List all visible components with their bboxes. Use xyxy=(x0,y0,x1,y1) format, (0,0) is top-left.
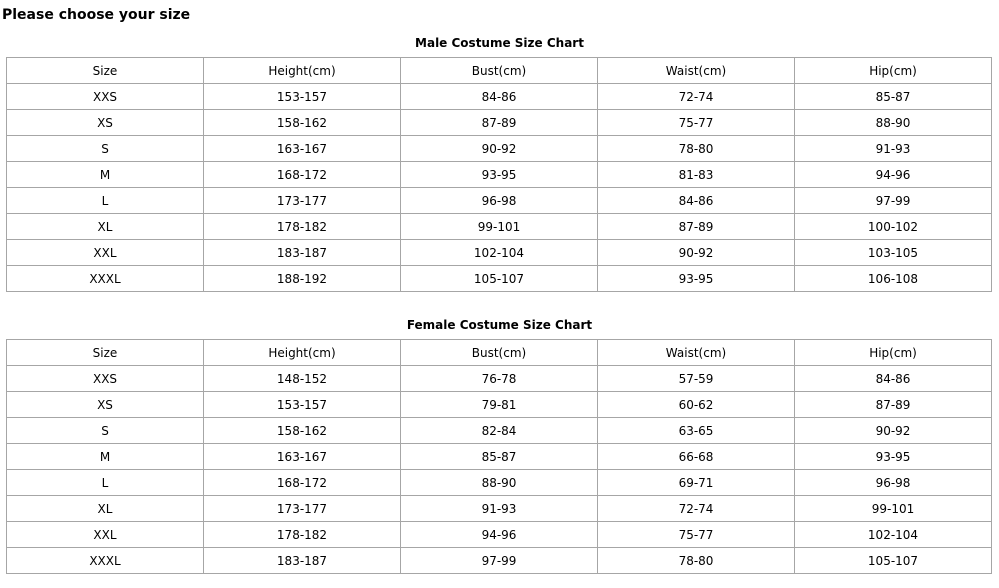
bust-cell: 94-96 xyxy=(401,522,598,548)
height-cell: 188-192 xyxy=(204,266,401,292)
size-cell: L xyxy=(7,188,204,214)
female-chart-title: Female Costume Size Chart xyxy=(406,318,593,332)
height-cell: 148-152 xyxy=(204,366,401,392)
column-header-size: Size xyxy=(7,340,204,366)
height-cell: 163-167 xyxy=(204,444,401,470)
bust-cell: 91-93 xyxy=(401,496,598,522)
height-cell: 173-177 xyxy=(204,188,401,214)
hip-cell: 105-107 xyxy=(795,548,992,574)
bust-cell: 88-90 xyxy=(401,470,598,496)
height-cell: 178-182 xyxy=(204,522,401,548)
waist-cell: 93-95 xyxy=(598,266,795,292)
bust-cell: 76-78 xyxy=(401,366,598,392)
size-cell: XXS xyxy=(7,366,204,392)
size-cell: M xyxy=(7,162,204,188)
hip-cell: 87-89 xyxy=(795,392,992,418)
waist-cell: 78-80 xyxy=(598,548,795,574)
waist-cell: 75-77 xyxy=(598,110,795,136)
height-cell: 178-182 xyxy=(204,214,401,240)
table-row xyxy=(7,522,992,548)
bust-cell: 102-104 xyxy=(401,240,598,266)
table-row xyxy=(7,418,992,444)
bust-cell: 84-86 xyxy=(401,84,598,110)
table-row xyxy=(7,470,992,496)
table-row xyxy=(7,188,992,214)
size-cell: S xyxy=(7,418,204,444)
table-row xyxy=(7,84,992,110)
hip-cell: 91-93 xyxy=(795,136,992,162)
height-cell: 168-172 xyxy=(204,470,401,496)
bust-cell: 93-95 xyxy=(401,162,598,188)
table-row xyxy=(7,136,992,162)
hip-cell: 96-98 xyxy=(795,470,992,496)
table-row xyxy=(7,392,992,418)
size-cell: XS xyxy=(7,392,204,418)
waist-cell: 72-74 xyxy=(598,496,795,522)
waist-cell: 78-80 xyxy=(598,136,795,162)
size-cell: XL xyxy=(7,496,204,522)
column-header-hip: Hip(cm) xyxy=(795,340,992,366)
waist-cell: 66-68 xyxy=(598,444,795,470)
waist-cell: 63-65 xyxy=(598,418,795,444)
height-cell: 168-172 xyxy=(204,162,401,188)
column-header-waist: Waist(cm) xyxy=(598,58,795,84)
size-cell: XS xyxy=(7,110,204,136)
hip-cell: 100-102 xyxy=(795,214,992,240)
page-heading: Please choose your size xyxy=(2,7,191,23)
waist-cell: 90-92 xyxy=(598,240,795,266)
bust-cell: 90-92 xyxy=(401,136,598,162)
female-size-table xyxy=(6,339,992,574)
table-header-row xyxy=(7,58,992,84)
table-row xyxy=(7,162,992,188)
size-cell: XXXL xyxy=(7,548,204,574)
table-row xyxy=(7,366,992,392)
waist-cell: 87-89 xyxy=(598,214,795,240)
height-cell: 183-187 xyxy=(204,548,401,574)
size-cell: XXXL xyxy=(7,266,204,292)
size-cell: XL xyxy=(7,214,204,240)
male-size-table xyxy=(6,57,992,292)
waist-cell: 84-86 xyxy=(598,188,795,214)
hip-cell: 97-99 xyxy=(795,188,992,214)
column-header-hip: Hip(cm) xyxy=(795,58,992,84)
column-header-bust: Bust(cm) xyxy=(401,340,598,366)
bust-cell: 82-84 xyxy=(401,418,598,444)
size-cell: S xyxy=(7,136,204,162)
height-cell: 183-187 xyxy=(204,240,401,266)
table-row xyxy=(7,266,992,292)
hip-cell: 84-86 xyxy=(795,366,992,392)
height-cell: 173-177 xyxy=(204,496,401,522)
table-row xyxy=(7,240,992,266)
size-cell: XXL xyxy=(7,522,204,548)
height-cell: 158-162 xyxy=(204,418,401,444)
height-cell: 163-167 xyxy=(204,136,401,162)
bust-cell: 85-87 xyxy=(401,444,598,470)
bust-cell: 79-81 xyxy=(401,392,598,418)
size-cell: L xyxy=(7,470,204,496)
waist-cell: 69-71 xyxy=(598,470,795,496)
column-header-height: Height(cm) xyxy=(204,340,401,366)
hip-cell: 85-87 xyxy=(795,84,992,110)
column-header-size: Size xyxy=(7,58,204,84)
bust-cell: 99-101 xyxy=(401,214,598,240)
waist-cell: 72-74 xyxy=(598,84,795,110)
size-cell: XXS xyxy=(7,84,204,110)
waist-cell: 60-62 xyxy=(598,392,795,418)
hip-cell: 94-96 xyxy=(795,162,992,188)
bust-cell: 96-98 xyxy=(401,188,598,214)
hip-cell: 103-105 xyxy=(795,240,992,266)
hip-cell: 102-104 xyxy=(795,522,992,548)
height-cell: 153-157 xyxy=(204,392,401,418)
table-row xyxy=(7,496,992,522)
height-cell: 153-157 xyxy=(204,84,401,110)
waist-cell: 81-83 xyxy=(598,162,795,188)
table-row xyxy=(7,214,992,240)
bust-cell: 97-99 xyxy=(401,548,598,574)
waist-cell: 75-77 xyxy=(598,522,795,548)
column-header-bust: Bust(cm) xyxy=(401,58,598,84)
hip-cell: 93-95 xyxy=(795,444,992,470)
hip-cell: 90-92 xyxy=(795,418,992,444)
hip-cell: 99-101 xyxy=(795,496,992,522)
bust-cell: 87-89 xyxy=(401,110,598,136)
column-header-height: Height(cm) xyxy=(204,58,401,84)
hip-cell: 88-90 xyxy=(795,110,992,136)
column-header-waist: Waist(cm) xyxy=(598,340,795,366)
size-cell: M xyxy=(7,444,204,470)
table-row xyxy=(7,110,992,136)
male-chart-title: Male Costume Size Chart xyxy=(415,36,584,50)
size-cell: XXL xyxy=(7,240,204,266)
height-cell: 158-162 xyxy=(204,110,401,136)
table-row xyxy=(7,444,992,470)
waist-cell: 57-59 xyxy=(598,366,795,392)
table-row xyxy=(7,548,992,574)
table-header-row xyxy=(7,340,992,366)
bust-cell: 105-107 xyxy=(401,266,598,292)
hip-cell: 106-108 xyxy=(795,266,992,292)
